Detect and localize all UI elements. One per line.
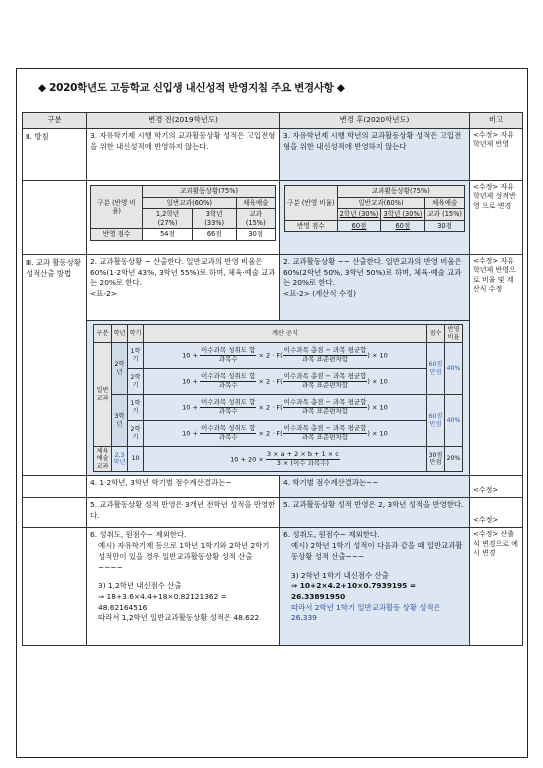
table-row bbox=[23, 476, 523, 498]
formula-frac1 bbox=[200, 373, 256, 390]
table-row bbox=[23, 528, 523, 646]
after-col-3: 교과 (15%) bbox=[425, 209, 465, 221]
row3-after bbox=[280, 255, 470, 321]
row6-before-line2: 예시) 자유학기제 등으로 1학년 1학기와 2학년 2학기 성적만이 있을 경우 일반교과활동상황 성적 산출~~~~ bbox=[98, 541, 270, 572]
formula-table bbox=[93, 324, 463, 472]
row2-after bbox=[280, 181, 470, 255]
formula-frac1 bbox=[200, 347, 256, 364]
row6-before-line5: 따라서 1,2학년 일반교과활동상황 성적은 48.622 bbox=[98, 613, 260, 623]
row2-category bbox=[23, 181, 87, 255]
formula-times10: × 10 bbox=[372, 351, 388, 360]
row6-after-line3: 3) 2학년 1학기 내신점수 산출 bbox=[291, 570, 389, 580]
formula-score-g3: 60점 만점 bbox=[427, 395, 445, 447]
after-col-2: 3학년 (30%) bbox=[381, 209, 425, 221]
row6-category bbox=[23, 528, 87, 646]
before-gubun: 구분 (반영 비율) bbox=[91, 186, 143, 229]
before-ratio-table bbox=[90, 185, 276, 241]
after-general-label: 일반교과(60%) bbox=[337, 197, 425, 209]
table-row bbox=[23, 129, 523, 181]
row4-after: 4. 학기별 점수계산결과는~~ bbox=[280, 476, 470, 498]
row3-before bbox=[87, 255, 280, 321]
row1-before-text: 3. 자유학기제 시행 학기의 교과활동상황 성적은 고입전형을 위한 내신성적에 반영하지 않는다. bbox=[90, 131, 276, 151]
formula-num1: 이수과목 성취도 합 bbox=[201, 424, 256, 433]
before-col-2: 3학년 (33%) bbox=[192, 209, 236, 229]
formula-arts-num: 3 × a + 2 × b + 1 × c bbox=[266, 449, 339, 458]
formula-frac1 bbox=[200, 425, 256, 442]
formula-ratio-g3: 40% bbox=[445, 395, 463, 447]
formula-sem2: 2학기 bbox=[128, 421, 144, 447]
row3-after-table-ref: <표-2> (계산식 수정) bbox=[283, 289, 357, 299]
formula-expression: 10 + $\frac{\text{이수과목 성취도 합}}{\text{과목수}}$ × 2 · F( $\frac{\text{이수과목 총점 − 과목 평균합}}{\text{과목 표준편차합}}$ ) × 10 bbox=[144, 421, 427, 447]
row4-category bbox=[23, 476, 87, 498]
row5-before: 5. 교과활동상황 성적 반영은 3개년 전학년 성적을 반영한다. bbox=[87, 498, 280, 528]
formula-expression: 10 + $\frac{\text{이수과목 성취도 합}}{\text{과목수}}$ × 2 · F( $\frac{\text{이수과목 총점 − 과목 평균합}}{\text{과목 표준편차합}}$ ) × 10 bbox=[144, 395, 427, 421]
formula-num2: 이수과목 총점 − 과목 평균합 bbox=[283, 398, 367, 407]
row4-before: 4. 1·2학년, 3학년 학기별 점수계산결과는~ bbox=[87, 476, 280, 498]
before-value-1: 54점 bbox=[143, 229, 193, 241]
formula-arts-ratio: 20% bbox=[445, 447, 463, 472]
formula-num2: 이수과목 총점 − 과목 평균합 bbox=[283, 346, 367, 355]
row6-before-line3: 3) 1,2학년 내신점수 산출 bbox=[98, 581, 182, 591]
row3-after-text: 2. 교과활동상황 ~~ 산출한다. 일반교과의 반영 비율은 60%(2학년 50%, 3학년 50%)로 하며, 체육·예술 교과는 20%로 한다. bbox=[283, 257, 462, 288]
formula-den1: 과목수 bbox=[218, 381, 238, 389]
formula-head-sem: 학기 bbox=[128, 325, 144, 343]
before-group-label: 교과활동상황(75%) bbox=[143, 186, 276, 198]
formula-general: 일반 교과 bbox=[94, 343, 112, 447]
formula-row bbox=[23, 321, 523, 476]
after-ratio-table bbox=[284, 185, 465, 232]
formula-frac2 bbox=[283, 347, 368, 364]
formula-head-score: 점수 bbox=[427, 325, 445, 343]
changes-table bbox=[22, 112, 523, 646]
formula-mul: × 2 · F bbox=[258, 403, 281, 412]
after-value-2: 60점 bbox=[381, 220, 425, 232]
formula-expression: 10 + $\frac{\text{이수과목 성취도 합}}{\text{과목수}}$ × 2 · F( $\frac{\text{이수과목 총점 − 과목 평균합}}{\text{과목 표준편차합}}$ ) × 10 bbox=[144, 369, 427, 395]
formula-sem1: 1학기 bbox=[128, 343, 144, 369]
formula-arts-frac bbox=[266, 451, 340, 468]
row1-after bbox=[280, 129, 470, 181]
formula-frac2 bbox=[283, 399, 368, 416]
formula-frac1 bbox=[200, 399, 256, 416]
header-note: 비고 bbox=[470, 113, 523, 129]
row6-after-line5: 따라서 2학년 1학기 일반교과활동 상황 성적은 26.339 bbox=[291, 602, 441, 623]
formula-num1: 이수과목 성취도 합 bbox=[201, 346, 256, 355]
formula-mul: × 2 · F bbox=[258, 351, 281, 360]
formula-den2: 과목 표준편차합 bbox=[302, 355, 349, 363]
row1-category: Ⅱ. 방침 bbox=[23, 129, 87, 181]
after-col-1: 2학년 (30%) bbox=[337, 209, 381, 221]
formula-arts-expression bbox=[144, 447, 427, 472]
formula-num2: 이수과목 총점 − 과목 평균합 bbox=[283, 372, 367, 381]
before-col-3: 교과 (15%) bbox=[236, 209, 275, 229]
formula-arts: 체육 예술 교과 bbox=[94, 447, 112, 472]
formula-arts-score: 30점 만점 bbox=[427, 447, 445, 472]
header-category: 구분 bbox=[23, 113, 87, 129]
formula-frac2 bbox=[283, 373, 368, 390]
table-header-row bbox=[23, 113, 523, 129]
formula-expression: 10 + $\frac{\text{이수과목 성취도 합}}{\text{과목수}}$ × 2 · F( $\frac{\text{이수과목 총점 − 과목 평균합}}{\text{과목 표준편차합}}$ ) × 10 bbox=[144, 343, 427, 369]
before-row-label: 반영 점수 bbox=[91, 229, 143, 241]
row3-before-table-ref: <표-2> bbox=[90, 289, 117, 299]
row6-after-line4: ⇒ 10+2×4.2+10×0.7939195 = 26.33891950 bbox=[291, 581, 417, 601]
after-row-label: 반영 점수 bbox=[285, 220, 338, 232]
formula-cell bbox=[87, 321, 470, 476]
row6-after-line1: 6. 성취도, 원점수~ 제외한다. bbox=[283, 530, 380, 540]
formula-mul: × 2 · F bbox=[258, 429, 281, 438]
formula-num1: 이수과목 성취도 합 bbox=[201, 398, 256, 407]
row3-category: Ⅲ. 교과 활동상황 성적산출 방법 bbox=[23, 255, 87, 476]
formula-times10: × 10 bbox=[372, 429, 388, 438]
row1-before bbox=[87, 129, 280, 181]
formula-den1: 과목수 bbox=[218, 433, 238, 441]
table-row bbox=[23, 181, 523, 255]
row5-after: 5. 교과활동상황 성적 반영은 2, 3학년 성적을 반영한다. bbox=[280, 498, 470, 528]
before-value-3: 30점 bbox=[236, 229, 275, 241]
before-col-1: 1,2학년 (27%) bbox=[143, 209, 193, 229]
formula-coef: 10 bbox=[182, 429, 191, 438]
formula-head-gubun: 구분 bbox=[94, 325, 112, 343]
formula-den1: 과목수 bbox=[218, 407, 238, 415]
formula-sem2: 2학기 bbox=[128, 369, 144, 395]
formula-grade3: 3학년 bbox=[112, 395, 128, 447]
formula-den1: 과목수 bbox=[218, 355, 238, 363]
formula-times10: × 10 bbox=[372, 403, 388, 412]
formula-head-ratio: 반영 비율 bbox=[445, 325, 463, 343]
row2-before bbox=[87, 181, 280, 255]
formula-coef: 10 bbox=[182, 377, 191, 386]
after-value-3: 30점 bbox=[425, 220, 465, 232]
row6-before-line1: 6. 성취도, 원점수~ 제외한다. bbox=[90, 530, 187, 540]
header-after: 변경 후(2020학년도) bbox=[280, 113, 470, 129]
header-before: 변경 전(2019학년도) bbox=[87, 113, 280, 129]
table-row bbox=[23, 255, 523, 321]
row6-before-line4: ⇒ 18+3.6×4.4+18×0.82121362 = 48.62164516 bbox=[98, 591, 227, 612]
page-title: ◆ 2020학년도 고등학교 신입생 내신성적 반영지침 주요 변경사항 ◆ bbox=[38, 82, 345, 94]
formula-coef: 10 bbox=[182, 403, 191, 412]
formula-arts-den: 3 × (이수 과목수) bbox=[276, 458, 329, 467]
formula-arts-left: 10 + 20 × bbox=[230, 455, 264, 464]
formula-arts-coef: 10 bbox=[128, 447, 144, 472]
row3-note: <수정> 자유학년제 반영으로 비율 및 계산식 수정 bbox=[470, 255, 523, 476]
formula-head-calc: 계산 공식 bbox=[144, 325, 427, 343]
row5-category bbox=[23, 498, 87, 528]
row2-note: <수정> 자유학년제 성적반영 으로 변경 bbox=[470, 181, 523, 255]
row1-note: <수정> 자유학년제 반영 bbox=[470, 129, 523, 181]
row1-after-text: 3. 자유학년제 시행 학년의 교과활동상황 성적은 고입전형을 위한 내신성적에 반영하지 않는다 bbox=[283, 131, 462, 151]
before-arts-label: 체육예술 bbox=[236, 197, 275, 209]
formula-times10: × 10 bbox=[372, 377, 388, 386]
formula-frac2 bbox=[283, 425, 368, 442]
formula-grade2: 2학년 bbox=[112, 343, 128, 395]
row6-note: <수정> 산출식 변경으로 예시 변경 bbox=[470, 528, 523, 646]
row5-note: <수정> bbox=[470, 498, 523, 528]
formula-arts-grade: 2,3학년 bbox=[112, 447, 128, 472]
after-group-label: 교과활동상황(75%) bbox=[337, 186, 464, 198]
formula-score-g2: 60점 만점 bbox=[427, 343, 445, 395]
row6-after-line2: 예시) 2학년 1학기 성적이 다음과 같을 때 일반교과활동상황 성적 산출~~~ bbox=[291, 541, 463, 561]
before-general-label: 일반교과(60%) bbox=[143, 197, 236, 209]
before-value-2: 66점 bbox=[192, 229, 236, 241]
row6-before bbox=[87, 528, 280, 646]
formula-head-grade: 학년 bbox=[112, 325, 128, 343]
formula-num1: 이수과목 성취도 합 bbox=[201, 372, 256, 381]
formula-coef: 10 bbox=[182, 351, 191, 360]
row3-before-text: 2. 교과활동상황 ~ 산출한다. 일반교과의 반영 비율은 60%(1·2학년 43%, 3학년 55%)로 하며, 체육·예술 교과는 20%로 한다. bbox=[90, 257, 276, 288]
row4-note: <수정> bbox=[470, 476, 523, 498]
after-arts-label: 체육예술 bbox=[425, 197, 465, 209]
formula-sem1: 1학기 bbox=[128, 395, 144, 421]
formula-mul: × 2 · F bbox=[258, 377, 281, 386]
table-row bbox=[23, 498, 523, 528]
after-value-1: 60점 bbox=[337, 220, 381, 232]
after-gubun: 구분 (반영 비율) bbox=[285, 186, 338, 221]
formula-ratio-g2: 40% bbox=[445, 343, 463, 395]
formula-den2: 과목 표준편차합 bbox=[302, 433, 349, 441]
formula-den2: 과목 표준편차합 bbox=[302, 381, 349, 389]
formula-den2: 과목 표준편차합 bbox=[302, 407, 349, 415]
formula-num2: 이수과목 총점 − 과목 평균합 bbox=[283, 424, 367, 433]
row6-after bbox=[280, 528, 470, 646]
